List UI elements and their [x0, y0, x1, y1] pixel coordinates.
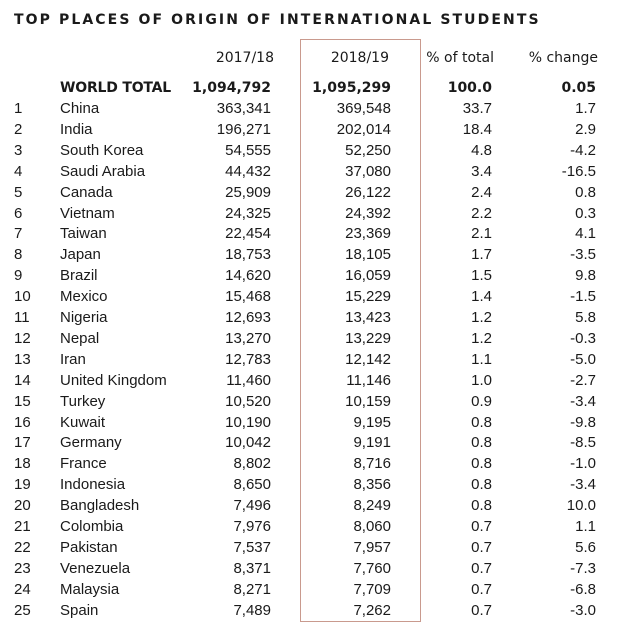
- percent-change: -4.2: [570, 141, 596, 159]
- country-name: Kuwait: [60, 413, 106, 431]
- percent-of-total: 0.8: [471, 497, 492, 515]
- percent-change: -5.0: [570, 350, 596, 368]
- value-2018-19: 13,229: [345, 329, 391, 347]
- country-name: France: [60, 455, 107, 473]
- value-2018-19: 15,229: [345, 288, 391, 306]
- row-rank: 3: [14, 141, 23, 159]
- table-row: [0, 516, 624, 537]
- value-2018-19: 7,957: [353, 538, 391, 556]
- row-rank: 10: [14, 288, 31, 306]
- percent-of-total: 1.2: [471, 329, 492, 347]
- percent-of-total: 1.5: [471, 267, 492, 285]
- value-2017-18: 7,537: [233, 538, 271, 556]
- country-name: Mexico: [60, 288, 108, 306]
- percent-change: 5.8: [575, 309, 596, 326]
- row-rank: 9: [14, 267, 23, 285]
- percent-change: -8.5: [570, 434, 596, 452]
- percent-of-total: 18.4: [462, 120, 492, 138]
- table-row: [0, 412, 624, 433]
- value-2018-19: 11,146: [346, 371, 391, 389]
- table-row: [0, 474, 624, 495]
- row-rank: 20: [14, 497, 31, 515]
- country-name: Vietnam: [60, 204, 115, 222]
- country-name: Colombia: [60, 518, 124, 535]
- percent-of-total: 4.8: [471, 141, 492, 159]
- percent-change: 1.7: [575, 100, 596, 117]
- row-rank: 11: [14, 309, 30, 326]
- country-name: Venezuela: [60, 559, 131, 577]
- value-2018-19: 7,709: [353, 580, 391, 598]
- value-2018-19: 9,191: [353, 434, 391, 452]
- table-row: [0, 328, 624, 349]
- table-row: [0, 579, 624, 600]
- percent-of-total: 1.2: [471, 309, 492, 326]
- world-total-percent-change: 0.05: [561, 80, 596, 96]
- value-2018-19: 10,159: [345, 392, 391, 410]
- percent-of-total: 0.8: [471, 476, 492, 494]
- percent-change: -3.4: [570, 476, 596, 494]
- row-rank: 4: [14, 162, 23, 180]
- percent-change: 4.1: [575, 225, 596, 243]
- row-rank: 5: [14, 183, 23, 201]
- value-2017-18: 8,650: [233, 476, 271, 494]
- country-name: Brazil: [60, 267, 98, 285]
- percent-of-total: 0.7: [471, 559, 492, 577]
- country-name: Nigeria: [60, 309, 108, 326]
- table-row: [0, 370, 624, 391]
- table-row: [0, 307, 624, 328]
- value-2018-19: 37,080: [345, 162, 391, 180]
- percent-of-total: 1.0: [471, 371, 492, 389]
- table-row: [0, 265, 624, 286]
- percent-of-total: 33.7: [462, 100, 492, 117]
- country-name: Spain: [60, 601, 99, 619]
- world-total-row: [0, 78, 624, 99]
- value-2017-18: 10,190: [225, 413, 271, 431]
- percent-change: -1.5: [570, 288, 596, 306]
- row-rank: 14: [14, 371, 31, 389]
- row-rank: 19: [14, 476, 31, 494]
- percent-of-total: 0.7: [471, 580, 492, 598]
- value-2018-19: 7,760: [353, 559, 391, 577]
- percent-of-total: 0.7: [471, 601, 492, 619]
- value-2017-18: 196,271: [216, 120, 271, 138]
- row-rank: 1: [14, 100, 23, 117]
- percent-of-total: 0.8: [471, 434, 492, 452]
- row-rank: 8: [14, 246, 23, 264]
- value-2017-18: 24,325: [225, 204, 271, 222]
- percent-of-total: 0.7: [471, 518, 492, 535]
- country-name: Canada: [60, 183, 113, 201]
- value-2018-19: 8,249: [353, 497, 391, 515]
- percent-of-total: 1.4: [471, 288, 492, 306]
- country-name: Malaysia: [60, 580, 120, 598]
- table-row: [0, 182, 624, 203]
- value-2018-19: 369,548: [336, 100, 391, 117]
- value-2018-19: 202,014: [336, 120, 391, 138]
- value-2017-18: 363,341: [216, 100, 271, 117]
- row-rank: 6: [14, 204, 23, 222]
- country-name: Bangladesh: [60, 497, 140, 515]
- country-name: United Kingdom: [60, 371, 167, 389]
- percent-change: -16.5: [561, 162, 596, 180]
- percent-of-total: 0.8: [471, 455, 492, 473]
- row-rank: 17: [14, 434, 31, 452]
- value-2017-18: 15,468: [225, 288, 271, 306]
- row-rank: 16: [14, 413, 31, 431]
- value-2018-19: 9,195: [353, 413, 391, 431]
- value-2017-18: 10,042: [225, 434, 271, 452]
- row-rank: 21: [14, 518, 31, 535]
- row-rank: 13: [14, 350, 31, 368]
- column-header-2018-19: 2018/19: [330, 50, 389, 66]
- country-name: Saudi Arabia: [60, 162, 146, 180]
- value-2018-19: 24,392: [345, 204, 391, 222]
- percent-change: -3.0: [570, 601, 596, 619]
- percent-of-total: 0.8: [471, 413, 492, 431]
- page-title: TOP PLACES OF ORIGIN OF INTERNATIONAL STUDENTS: [14, 12, 541, 28]
- value-2017-18: 7,976: [233, 518, 271, 535]
- value-2017-18: 11,460: [226, 371, 271, 389]
- row-rank: 24: [14, 580, 31, 598]
- value-2018-19: 12,142: [345, 350, 391, 368]
- row-rank: 25: [14, 601, 31, 619]
- world-total-label: WORLD TOTAL: [60, 80, 172, 96]
- world-total-2017-18: 1,094,792: [192, 80, 271, 96]
- percent-change: -1.0: [570, 455, 596, 473]
- percent-change: -3.5: [570, 246, 596, 264]
- table-row: [0, 140, 624, 161]
- country-name: China: [60, 100, 100, 117]
- country-name: Germany: [60, 434, 122, 452]
- table-row: [0, 244, 624, 265]
- percent-of-total: 1.7: [471, 246, 492, 264]
- table-row: [0, 223, 624, 244]
- country-name: Turkey: [60, 392, 106, 410]
- table-row: [0, 558, 624, 579]
- table-row: [0, 349, 624, 370]
- value-2017-18: 10,520: [225, 392, 271, 410]
- percent-change: 1.1: [575, 518, 596, 535]
- table-row: [0, 203, 624, 224]
- column-header-2017-18: 2017/18: [215, 50, 274, 66]
- world-total-percent-of-total: 100.0: [447, 80, 492, 96]
- column-header-percent-of-total: % of total: [426, 50, 494, 66]
- country-name: Iran: [60, 350, 86, 368]
- country-name: India: [60, 120, 93, 138]
- country-name: Taiwan: [60, 225, 107, 243]
- table-header-row: [0, 48, 624, 69]
- percent-change: -0.3: [570, 329, 596, 347]
- value-2017-18: 8,271: [233, 580, 271, 598]
- percent-of-total: 2.2: [471, 204, 492, 222]
- value-2018-19: 52,250: [345, 141, 391, 159]
- percent-of-total: 2.1: [471, 225, 492, 243]
- percent-of-total: 3.4: [471, 162, 492, 180]
- row-rank: 18: [14, 455, 31, 473]
- table-row: [0, 453, 624, 474]
- row-rank: 15: [14, 392, 31, 410]
- row-rank: 2: [14, 120, 23, 138]
- country-name: Pakistan: [60, 538, 118, 556]
- row-rank: 12: [14, 329, 31, 347]
- table-row: [0, 537, 624, 558]
- table-row: [0, 391, 624, 412]
- percent-change: 5.6: [575, 538, 596, 556]
- value-2018-19: 23,369: [345, 225, 391, 243]
- percent-change: 0.3: [575, 204, 596, 222]
- country-name: South Korea: [60, 141, 144, 159]
- percent-change: -7.3: [570, 559, 596, 577]
- table-row: [0, 98, 624, 119]
- value-2017-18: 18,753: [225, 246, 271, 264]
- value-2018-19: 7,262: [353, 601, 391, 619]
- table-row: [0, 286, 624, 307]
- value-2018-19: 13,423: [345, 309, 391, 326]
- value-2018-19: 8,060: [353, 518, 391, 535]
- percent-of-total: 1.1: [471, 350, 492, 368]
- column-header-percent-change: % change: [528, 50, 598, 66]
- value-2018-19: 18,105: [345, 246, 391, 264]
- row-rank: 7: [14, 225, 23, 243]
- percent-change: -6.8: [570, 580, 596, 598]
- value-2018-19: 16,059: [345, 267, 391, 285]
- percent-of-total: 0.7: [471, 538, 492, 556]
- percent-of-total: 0.9: [471, 392, 492, 410]
- percent-of-total: 2.4: [471, 183, 492, 201]
- percent-change: 0.8: [575, 183, 596, 201]
- table-row: [0, 161, 624, 182]
- value-2017-18: 25,909: [225, 183, 271, 201]
- value-2017-18: 22,454: [225, 225, 271, 243]
- percent-change: 9.8: [575, 267, 596, 285]
- value-2017-18: 7,489: [233, 601, 271, 619]
- world-total-2018-19: 1,095,299: [312, 80, 391, 96]
- value-2018-19: 26,122: [345, 183, 391, 201]
- value-2017-18: 8,371: [233, 559, 271, 577]
- percent-change: 10.0: [566, 497, 596, 515]
- value-2017-18: 44,432: [225, 162, 271, 180]
- percent-change: -2.7: [570, 371, 596, 389]
- value-2017-18: 8,802: [233, 455, 271, 473]
- row-rank: 23: [14, 559, 31, 577]
- table-row: [0, 432, 624, 453]
- table-row: [0, 600, 624, 621]
- table-row: [0, 119, 624, 140]
- percent-change: 2.9: [575, 120, 596, 138]
- country-name: Japan: [60, 246, 101, 264]
- country-name: Indonesia: [60, 476, 126, 494]
- country-name: Nepal: [60, 329, 100, 347]
- value-2017-18: 12,783: [225, 350, 271, 368]
- value-2018-19: 8,356: [353, 476, 391, 494]
- table-row: [0, 495, 624, 516]
- value-2017-18: 12,693: [225, 309, 271, 326]
- percent-change: -3.4: [570, 392, 596, 410]
- row-rank: 22: [14, 538, 31, 556]
- value-2018-19: 8,716: [353, 455, 391, 473]
- value-2017-18: 14,620: [225, 267, 271, 285]
- value-2017-18: 13,270: [225, 329, 271, 347]
- percent-change: -9.8: [570, 413, 596, 431]
- value-2017-18: 7,496: [233, 497, 271, 515]
- value-2017-18: 54,555: [225, 141, 271, 159]
